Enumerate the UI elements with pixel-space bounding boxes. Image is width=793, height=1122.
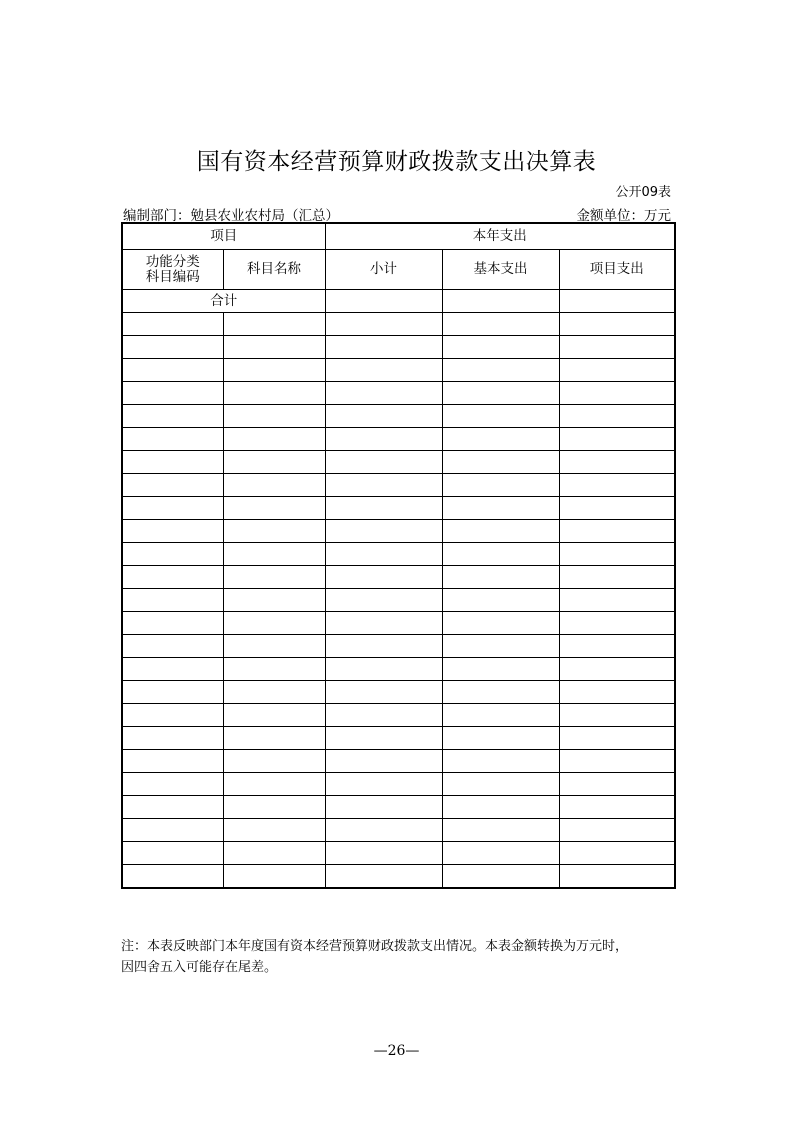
footnote-line-2: 因四舍五入可能存在尾差。 xyxy=(121,960,278,975)
table-row xyxy=(122,382,675,405)
cell-project xyxy=(559,405,675,428)
cell-name xyxy=(223,405,325,428)
cell-subtotal xyxy=(325,681,442,704)
col-name-header: 科目名称 xyxy=(223,250,325,290)
cell-project xyxy=(559,566,675,589)
cell-code xyxy=(122,474,223,497)
cell-subtotal xyxy=(325,750,442,773)
table-row xyxy=(122,451,675,474)
cell-name xyxy=(223,543,325,566)
cell-code xyxy=(122,865,223,889)
cell-name xyxy=(223,313,325,336)
cell-basic xyxy=(442,658,559,681)
cell-name xyxy=(223,497,325,520)
table-row xyxy=(122,497,675,520)
cell-name xyxy=(223,865,325,889)
cell-project xyxy=(559,336,675,359)
cell-project xyxy=(559,520,675,543)
cell-name xyxy=(223,681,325,704)
table-row xyxy=(122,336,675,359)
cell-basic xyxy=(442,336,559,359)
cell-name xyxy=(223,635,325,658)
cell-code xyxy=(122,543,223,566)
cell-code xyxy=(122,773,223,796)
cell-subtotal xyxy=(325,336,442,359)
cell-basic xyxy=(442,382,559,405)
cell-code xyxy=(122,313,223,336)
cell-project xyxy=(559,681,675,704)
cell-code xyxy=(122,658,223,681)
cell-subtotal xyxy=(325,451,442,474)
cell-name xyxy=(223,359,325,382)
cell-basic xyxy=(442,773,559,796)
page-title: 国有资本经营预算财政拨款支出决算表 xyxy=(196,149,597,175)
total-label: 合计 xyxy=(122,290,325,313)
table-row xyxy=(122,819,675,842)
cell-basic xyxy=(442,635,559,658)
table-row xyxy=(122,566,675,589)
cell-name xyxy=(223,451,325,474)
cell-name xyxy=(223,612,325,635)
cell-name xyxy=(223,727,325,750)
cell-subtotal xyxy=(325,842,442,865)
cell-project xyxy=(559,543,675,566)
cell-subtotal xyxy=(325,796,442,819)
cell-subtotal xyxy=(325,589,442,612)
cell-basic xyxy=(442,681,559,704)
cell-basic xyxy=(442,428,559,451)
cell-name xyxy=(223,773,325,796)
cell-basic xyxy=(442,750,559,773)
cell-basic xyxy=(442,313,559,336)
cell-code xyxy=(122,382,223,405)
cell-name xyxy=(223,842,325,865)
cell-project xyxy=(559,635,675,658)
header-expenditure: 本年支出 xyxy=(325,223,675,250)
table-row xyxy=(122,405,675,428)
total-subtotal xyxy=(325,290,442,313)
cell-project xyxy=(559,842,675,865)
cell-code xyxy=(122,520,223,543)
cell-name xyxy=(223,796,325,819)
cell-code xyxy=(122,819,223,842)
total-basic xyxy=(442,290,559,313)
col-code-header: 功能分类 科目编码 xyxy=(122,250,223,290)
cell-name xyxy=(223,520,325,543)
table-row xyxy=(122,704,675,727)
table-row xyxy=(122,359,675,382)
col-basic-header: 基本支出 xyxy=(442,250,559,290)
cell-code xyxy=(122,428,223,451)
table-row xyxy=(122,543,675,566)
cell-project xyxy=(559,750,675,773)
cell-name xyxy=(223,750,325,773)
cell-project xyxy=(559,474,675,497)
cell-basic xyxy=(442,796,559,819)
cell-name xyxy=(223,658,325,681)
cell-basic xyxy=(442,589,559,612)
cell-subtotal xyxy=(325,474,442,497)
compiling-unit: 编制部门：勉县农业农村局（汇总） xyxy=(123,208,339,224)
cell-basic xyxy=(442,451,559,474)
cell-basic xyxy=(442,819,559,842)
cell-name xyxy=(223,566,325,589)
total-row xyxy=(122,290,675,313)
table-row xyxy=(122,750,675,773)
cell-name xyxy=(223,589,325,612)
cell-project xyxy=(559,727,675,750)
cell-project xyxy=(559,796,675,819)
cell-name xyxy=(223,704,325,727)
cell-basic xyxy=(442,865,559,889)
total-project xyxy=(559,290,675,313)
cell-subtotal xyxy=(325,658,442,681)
cell-basic xyxy=(442,405,559,428)
cell-code xyxy=(122,727,223,750)
cell-code xyxy=(122,451,223,474)
cell-project xyxy=(559,819,675,842)
expenditure-table xyxy=(121,222,676,889)
table-row xyxy=(122,313,675,336)
amount-unit: 金额单位：万元 xyxy=(576,208,671,224)
cell-subtotal xyxy=(325,497,442,520)
cell-subtotal xyxy=(325,819,442,842)
cell-project xyxy=(559,589,675,612)
cell-project xyxy=(559,773,675,796)
cell-name xyxy=(223,819,325,842)
cell-code xyxy=(122,681,223,704)
cell-project xyxy=(559,359,675,382)
cell-name xyxy=(223,336,325,359)
table-row xyxy=(122,589,675,612)
cell-basic xyxy=(442,704,559,727)
table-row xyxy=(122,796,675,819)
table-row xyxy=(122,727,675,750)
cell-code xyxy=(122,796,223,819)
table-row xyxy=(122,635,675,658)
col-subtotal-header: 小计 xyxy=(325,250,442,290)
cell-basic xyxy=(442,566,559,589)
header-row-2 xyxy=(122,250,675,290)
footnote-line-1: 注：本表反映部门本年度国有资本经营预算财政拨款支出情况。本表金额转换为万元时， xyxy=(121,939,629,954)
cell-subtotal xyxy=(325,405,442,428)
cell-code xyxy=(122,336,223,359)
cell-code xyxy=(122,497,223,520)
cell-project xyxy=(559,612,675,635)
cell-project xyxy=(559,428,675,451)
table-row xyxy=(122,658,675,681)
cell-project xyxy=(559,865,675,889)
cell-code xyxy=(122,612,223,635)
cell-subtotal xyxy=(325,704,442,727)
cell-name xyxy=(223,428,325,451)
table-row xyxy=(122,520,675,543)
cell-basic xyxy=(442,520,559,543)
cell-code xyxy=(122,566,223,589)
cell-project xyxy=(559,704,675,727)
table-row xyxy=(122,681,675,704)
cell-project xyxy=(559,451,675,474)
header-row-1 xyxy=(122,223,675,250)
cell-code xyxy=(122,750,223,773)
footnote xyxy=(121,936,681,978)
table-row xyxy=(122,865,675,889)
header-item: 项目 xyxy=(122,223,325,250)
cell-basic xyxy=(442,474,559,497)
cell-basic xyxy=(442,612,559,635)
table-row xyxy=(122,773,675,796)
cell-subtotal xyxy=(325,313,442,336)
table-row xyxy=(122,474,675,497)
cell-subtotal xyxy=(325,727,442,750)
cell-basic xyxy=(442,543,559,566)
table-row xyxy=(122,612,675,635)
table-row xyxy=(122,842,675,865)
cell-basic xyxy=(442,842,559,865)
cell-code xyxy=(122,842,223,865)
cell-code xyxy=(122,405,223,428)
cell-code xyxy=(122,704,223,727)
cell-subtotal xyxy=(325,566,442,589)
cell-subtotal xyxy=(325,612,442,635)
cell-code xyxy=(122,359,223,382)
cell-subtotal xyxy=(325,773,442,796)
cell-subtotal xyxy=(325,635,442,658)
table-row xyxy=(122,428,675,451)
cell-basic xyxy=(442,497,559,520)
cell-code xyxy=(122,589,223,612)
cell-project xyxy=(559,658,675,681)
cell-subtotal xyxy=(325,428,442,451)
cell-basic xyxy=(442,359,559,382)
cell-subtotal xyxy=(325,382,442,405)
cell-name xyxy=(223,382,325,405)
cell-project xyxy=(559,497,675,520)
page-number: —26— xyxy=(373,1043,420,1059)
cell-basic xyxy=(442,727,559,750)
cell-project xyxy=(559,313,675,336)
cell-subtotal xyxy=(325,520,442,543)
cell-name xyxy=(223,474,325,497)
form-code: 公开09表 xyxy=(615,185,671,200)
cell-subtotal xyxy=(325,865,442,889)
col-project-header: 项目支出 xyxy=(559,250,675,290)
cell-project xyxy=(559,382,675,405)
cell-subtotal xyxy=(325,359,442,382)
cell-code xyxy=(122,635,223,658)
cell-subtotal xyxy=(325,543,442,566)
